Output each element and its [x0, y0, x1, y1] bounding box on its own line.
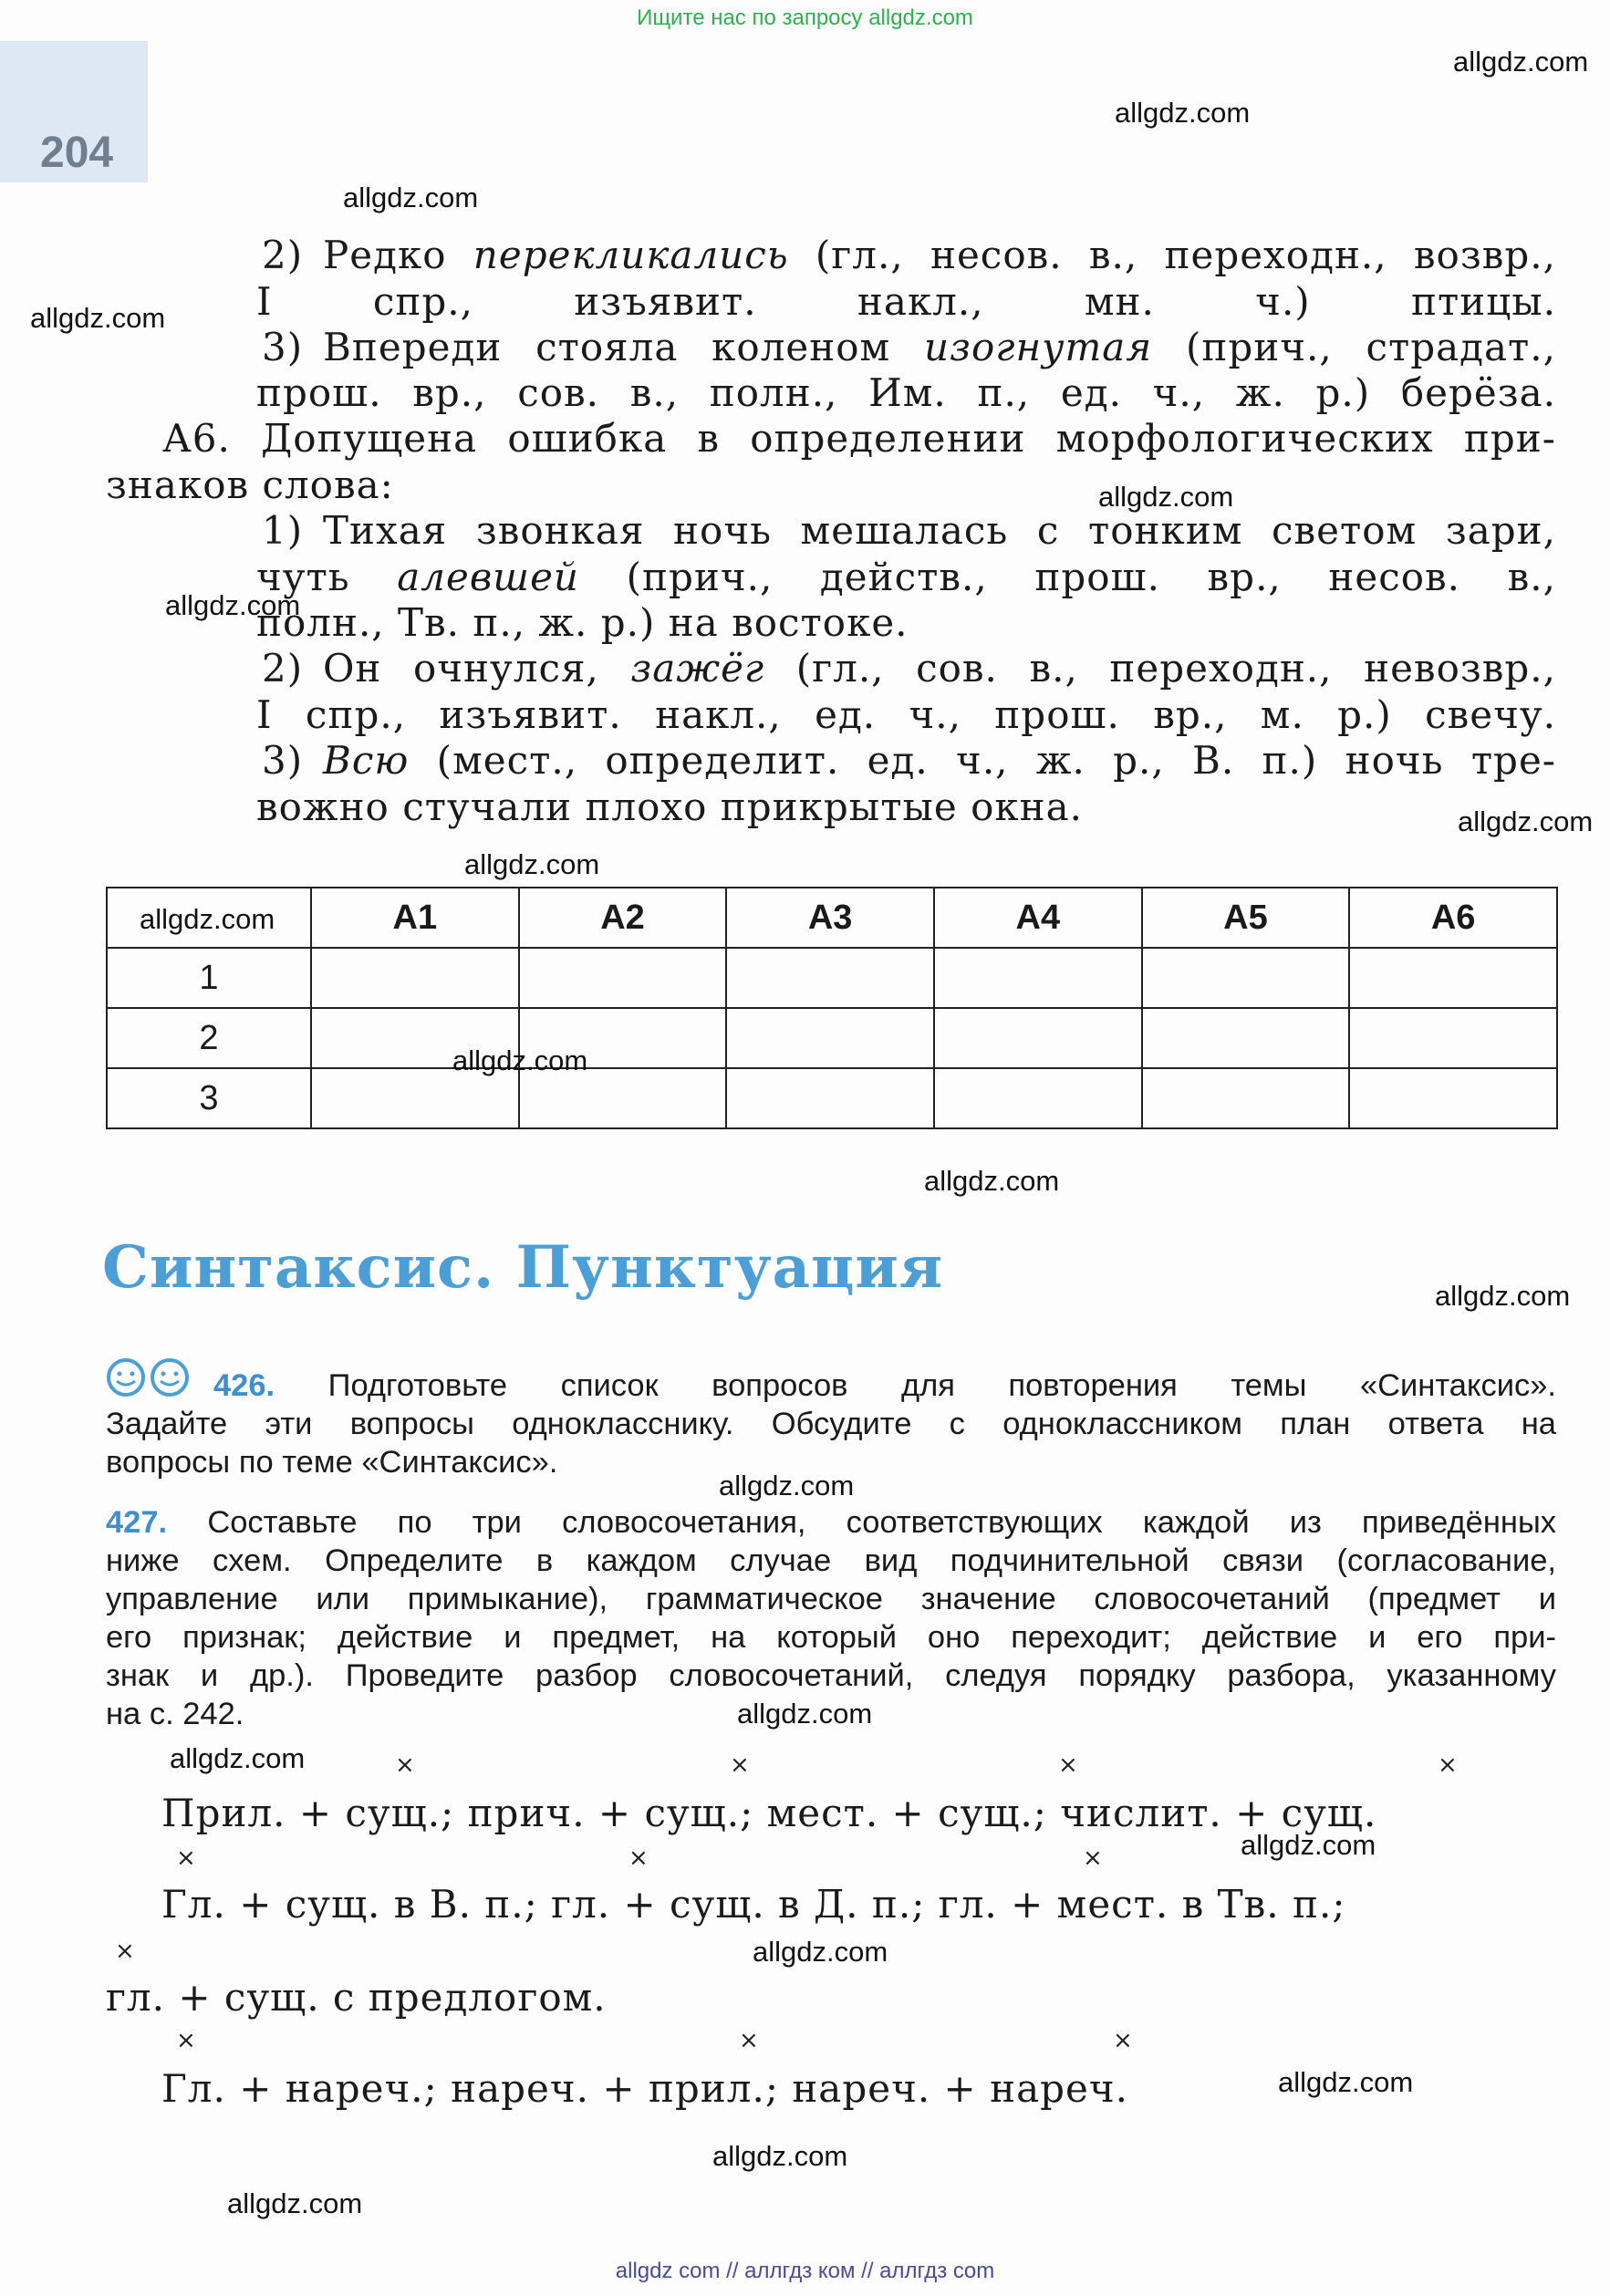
answer-cell[interactable]: [1142, 1008, 1350, 1068]
watermark: allgdz.com: [719, 1470, 855, 1501]
scheme-mark: ×: [1113, 2027, 1133, 2054]
exercise-426-line: Задайте эти вопросы однокласснику. Обсудите с одноклассником план ответа на: [106, 1407, 1556, 1441]
row-number: 3: [107, 1068, 311, 1128]
watermark: allgdz.com: [140, 903, 275, 935]
table-row: [107, 948, 1557, 1008]
table-header-cell: А4: [934, 888, 1142, 948]
quiz-line: знаков слова:: [106, 462, 394, 507]
table-header-cell: А1: [311, 888, 519, 948]
table-row: [107, 1068, 1557, 1128]
answer-cell[interactable]: [934, 1068, 1142, 1128]
scheme-mark: ×: [176, 1844, 196, 1872]
answer-cell[interactable]: [1142, 1068, 1350, 1128]
answer-cell[interactable]: [934, 948, 1142, 1008]
answer-table: [106, 887, 1558, 1129]
exercise-427-line: 427. Составьте по три словосочетания, соответствующих каждой из приведённых: [106, 1505, 1556, 1540]
table-header-cell: А3: [726, 888, 934, 948]
watermark: allgdz.com: [165, 589, 301, 621]
section-title: Синтаксис. Пунктуация: [102, 1233, 944, 1302]
scheme-mark: ×: [628, 1844, 649, 1872]
scheme-mark: ×: [395, 1751, 415, 1779]
answer-cell[interactable]: [1349, 1008, 1557, 1068]
answer-cell[interactable]: [726, 1068, 934, 1128]
watermark: allgdz.com: [924, 1165, 1060, 1197]
exercise-426-line: 426. Подготовьте список вопросов для повторения темы «Синтаксис».: [213, 1368, 1556, 1403]
scheme-mark: ×: [1083, 1844, 1103, 1872]
top-banner[interactable]: Ищите нас по запросу allgdz.com: [637, 5, 973, 30]
exercise-number: 427.: [106, 1505, 168, 1540]
exercise-427-line: ниже схем. Определите в каждом случае вид подчинительной связи (согласование,: [106, 1543, 1556, 1578]
watermark: allgdz.com: [1098, 481, 1234, 513]
table-header-row: [107, 888, 1557, 948]
watermark: allgdz.com: [452, 1044, 588, 1076]
scheme-line: Гл. + нареч.; нареч. + прил.; нареч. + нареч.: [161, 2066, 1128, 2111]
watermark: allgdz.com: [1278, 2066, 1414, 2098]
page-number: 204: [40, 129, 114, 177]
watermark: allgdz.com: [1115, 97, 1251, 129]
watermark: allgdz.com: [1241, 1829, 1376, 1861]
bottom-banner[interactable]: allgdz com // аллгдз ком // аллгдз com: [615, 2259, 995, 2283]
quiz-line: I спр., изъявит. накл., ед. ч., прош. вр., м. р.) свечу.: [256, 692, 1556, 737]
scheme-line: гл. + сущ. с предлогом.: [106, 1975, 607, 2020]
table-header-cell: А6: [1349, 888, 1557, 948]
answer-cell[interactable]: [519, 948, 727, 1008]
answer-cell[interactable]: [1349, 948, 1557, 1008]
quiz-line: полн., Тв. п., ж. р.) на востоке.: [256, 600, 909, 645]
watermark: allgdz.com: [170, 1742, 306, 1774]
scheme-mark: ×: [730, 1751, 750, 1779]
exercise-426-line: вопросы по теме «Синтаксис».: [106, 1445, 558, 1480]
watermark: allgdz.com: [30, 302, 166, 334]
answer-cell[interactable]: [1349, 1068, 1557, 1128]
quiz-line: вожно стучали плохо прикрытые окна.: [256, 784, 1084, 829]
watermark: allgdz.com: [712, 2140, 848, 2172]
watermark: allgdz.com: [343, 182, 479, 213]
exercise-427-line: на с. 242.: [106, 1697, 244, 1731]
row-number: 2: [107, 1008, 311, 1068]
watermark: allgdz.com: [227, 2187, 363, 2219]
scheme-mark: ×: [115, 1938, 135, 1965]
watermark: allgdz.com: [464, 848, 600, 880]
quiz-line: прош. вр., сов. в., полн., Им. п., ед. ч., ж. р.) берёза.: [256, 370, 1556, 415]
answer-cell[interactable]: [726, 948, 934, 1008]
watermark: allgdz.com: [1458, 805, 1594, 837]
answer-cell[interactable]: [934, 1008, 1142, 1068]
quiz-question-a6: А6. Допущена ошибка в определении морфологических при-: [162, 416, 1556, 461]
row-number: 1: [107, 948, 311, 1008]
quiz-line: I спр., изъявит. накл., мн. ч.) птицы.: [256, 279, 1556, 324]
quiz-line: чуть алевшей (прич., действ., прош. вр., несов. в.,: [256, 555, 1556, 599]
scheme-line: Гл. + сущ. в В. п.; гл. + сущ. в Д. п.; гл. + мест. в Тв. п.;: [161, 1882, 1346, 1927]
exercise-427-line: знак и др.). Проведите разбор словосочетаний, следуя порядку разбора, указанному: [106, 1658, 1556, 1693]
pair-work-icon: [106, 1356, 193, 1403]
scheme-mark: ×: [739, 2027, 759, 2054]
table-header-cell: А5: [1142, 888, 1350, 948]
exercise-427-line: управление или примыкание), грамматическое значение словосочетаний (предмет и: [106, 1582, 1556, 1616]
exercise-number: 426.: [213, 1368, 275, 1403]
exercise-427-line: его признак; действие и предмет, на который оно переходит; действие и его при-: [106, 1620, 1556, 1655]
scheme-mark: ×: [176, 2027, 196, 2054]
watermark: allgdz.com: [1453, 46, 1589, 78]
scheme-mark: ×: [1058, 1751, 1078, 1779]
answer-cell[interactable]: [1142, 948, 1350, 1008]
answer-cell[interactable]: [726, 1008, 934, 1068]
scheme-line: Прил. + сущ.; прич. + сущ.; мест. + сущ.; числит. + сущ.: [161, 1791, 1377, 1835]
answer-cell[interactable]: [311, 948, 519, 1008]
table-header-cell: А2: [519, 888, 727, 948]
watermark: allgdz.com: [737, 1698, 873, 1730]
watermark: allgdz.com: [753, 1936, 888, 1968]
scheme-mark: ×: [1438, 1751, 1458, 1779]
table-row: [107, 1008, 1557, 1068]
watermark: allgdz.com: [1435, 1280, 1571, 1312]
